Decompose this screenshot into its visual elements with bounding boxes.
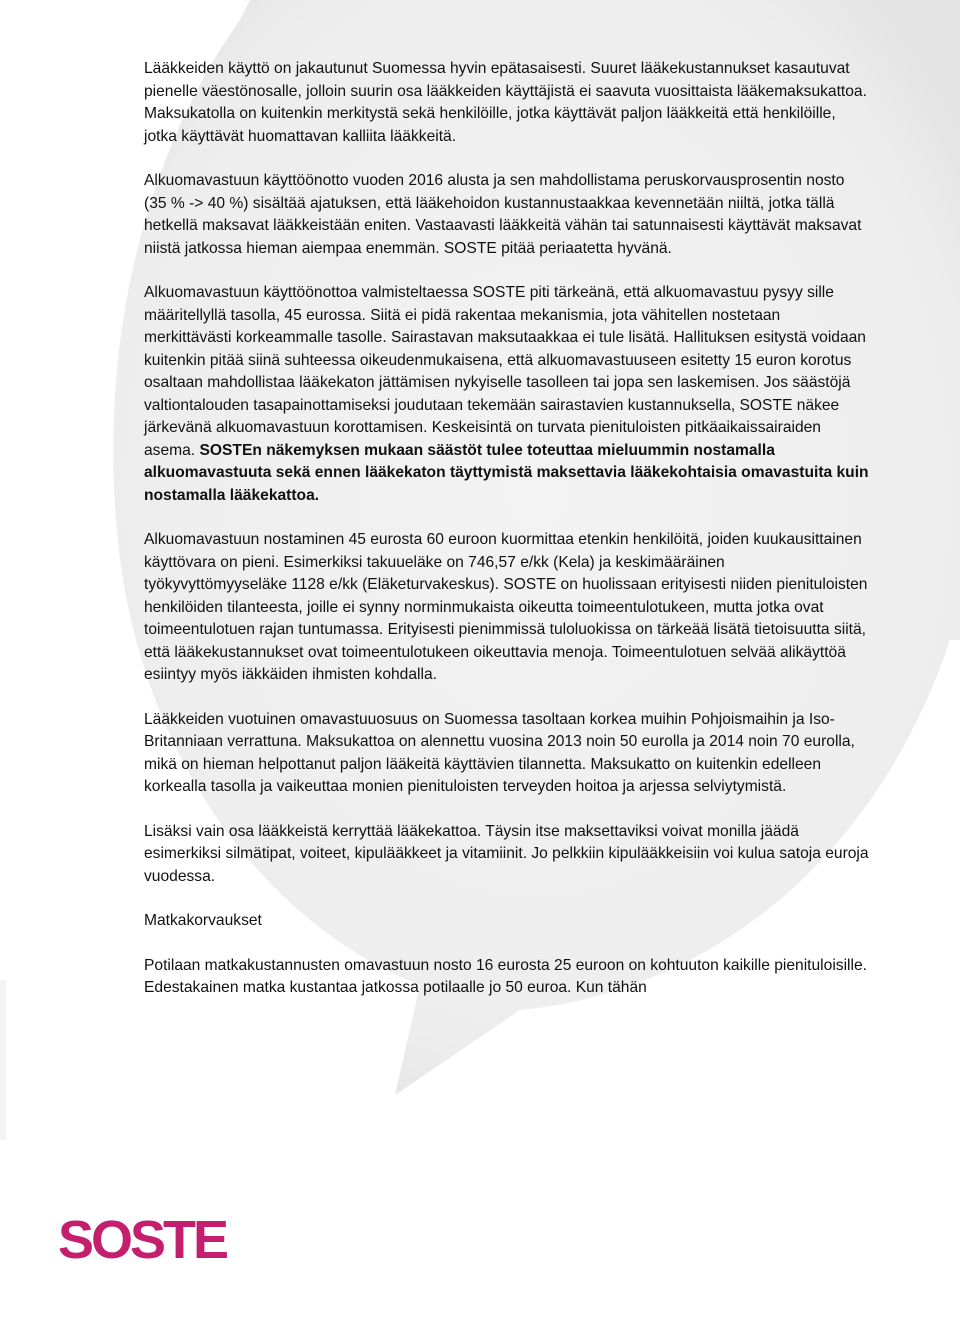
paragraph-alkuomavastuu: Alkuomavastuun käyttöönotto vuoden 2016 alusta ja sen mahdollistama peruskorvausprosentin nosto (35 % -> 40 %) sisältää ajatuksen, että lääkehoidon kustannustaakkaa kevennetään niiltä, jotka tällä hetkellä maksavat lääkkeistään eniten. Vastaavasti lääkkeitä vähän tai satunnaisesti käyttävät maksavat niistä jatkossa hieman aiempaa enemmän. SOSTE pitää periaatetta hyvänä. (144, 172, 862, 257)
paragraph-soste-view-text: Alkuomavastuun käyttöönottoa valmisteltaessa SOSTE piti tärkeänä, että alkuomavastuu pysyy sille määritellyllä tasolla, 45 eurossa. Siitä ei pidä rakentaa mekanismia, jota vähitellen nostetaan merkittävästi korkeammalle tasolle. Sairastavan maksutaakkaa ei tule lisätä. Hallituksen esitystä voidaan kuitenkin pitää siinä suhteessa oikeudenmukaisena, että alkuomavastuuseen esitetty 15 euron korotus osaltaan mahdollistaa lääkekaton jättämisen nykyiselle tasolleen tai jopa sen laskemisen. Jos säästöjä valtiontalouden tasapainottamiseksi joudutaan tekemään sairastavien kustannuksella, SOSTE näkee järkevänä alkuomavastuun korottamisen. Keskeisintä on turvata pienituloisten pitkäaikaissairaiden asema. (144, 284, 866, 459)
paragraph-soste-view-bold: SOSTEn näkemyksen mukaan säästöt tulee toteuttaa mieluummin nostamalla alkuomavastuuta sekä ennen lääkekaton täyttymistä maksettavia lääkekohtaisia omavastuita kuin nostamalla lääkekattoa. (144, 441, 869, 504)
document-body (144, 58, 869, 1022)
soste-logo (58, 1210, 227, 1270)
soste-logo-text: SOSTE (58, 1210, 227, 1270)
paragraph-laakekatto: Lisäksi vain osa lääkkeistä kerryttää lääkekattoa. Täysin itse maksettaviksi voivat monilla jäädä esimerkiksi silmätipat, voiteet, kipulääkkeet ja vitamiinit. Jo pelkkiin kipulääkkeisiin voi kulua satoja euroja vuodessa. (144, 822, 869, 885)
paragraph-matkakustannukset: Potilaan matkakustannusten omavastuun nosto 16 eurosta 25 euroon on kohtuuton kaikille pienituloisille. Edestakainen matka kustantaa jatkossa potilaalle jo 50 euroa. Kun tähän (144, 956, 867, 996)
paragraph-omavastuuosuus: Lääkkeiden vuotuinen omavastuuosuus on Suomessa tasoltaan korkea muihin Pohjoismaihin ja Iso-Britanniaan verrattuna. Maksukattoa on alennettu vuosina 2013 noin 50 eurolla ja 2014 noin 70 eurolla, mikä on hieman helpottanut paljon lääkeitä käyttävien tilannetta. Maksukatto on kuitenkin edelleen korkealla tasolla ja vaikeuttaa monien pienituloisten terveyden hoitoa ja arjessa selviytymistä. (144, 710, 855, 795)
paragraph-soste-view (144, 282, 869, 507)
paragraph-intro: Lääkkeiden käyttö on jakautunut Suomessa hyvin epätasaisesti. Suuret lääkekustannukset kasautuvat pienelle väestönosalle, jolloin suurin osa lääkkeiden käyttäjistä ei saavuta vuosittaista lääkemaksukattoa. Maksukatolla on kuitenkin merkitystä sekä henkilöille, jotka käyttävät paljon lääkkeitä että henkilöille, jotka käyttävät huomattavan kalliita lääkkeitä. (144, 60, 867, 145)
section-heading-matkakorvaukset: Matkakorvaukset (144, 912, 262, 929)
paragraph-pienituloiset: Alkuomavastuun nostaminen 45 eurosta 60 euroon kuormittaa etenkin henkilöitä, joiden kuukausittainen käyttövara on pieni. Esimerkiksi takuueläke on 746,57 e/kk (Kela) ja keskimääräinen työkyvyttömyyseläke 1128 e/kk (Eläketurvakeskus). SOSTE on huolissaan erityisesti niiden pienituloisten henkilöiden tilanteesta, joille ei synny norminmukaista oikeutta toimeentulotukeen, mutta jotka ovat toimeentulotuen rajan tuntumassa. Erityisesti pienimmissä tuloluokissa on tärkeää lisätä tietoisuutta siitä, että lääkekustannukset ovat toimeentulotukeen oikeuttavia menoja. Toimeentulotuen selvää alikäyttöä esiintyy myös iäkkäiden ihmisten kohdalla. (144, 531, 868, 683)
